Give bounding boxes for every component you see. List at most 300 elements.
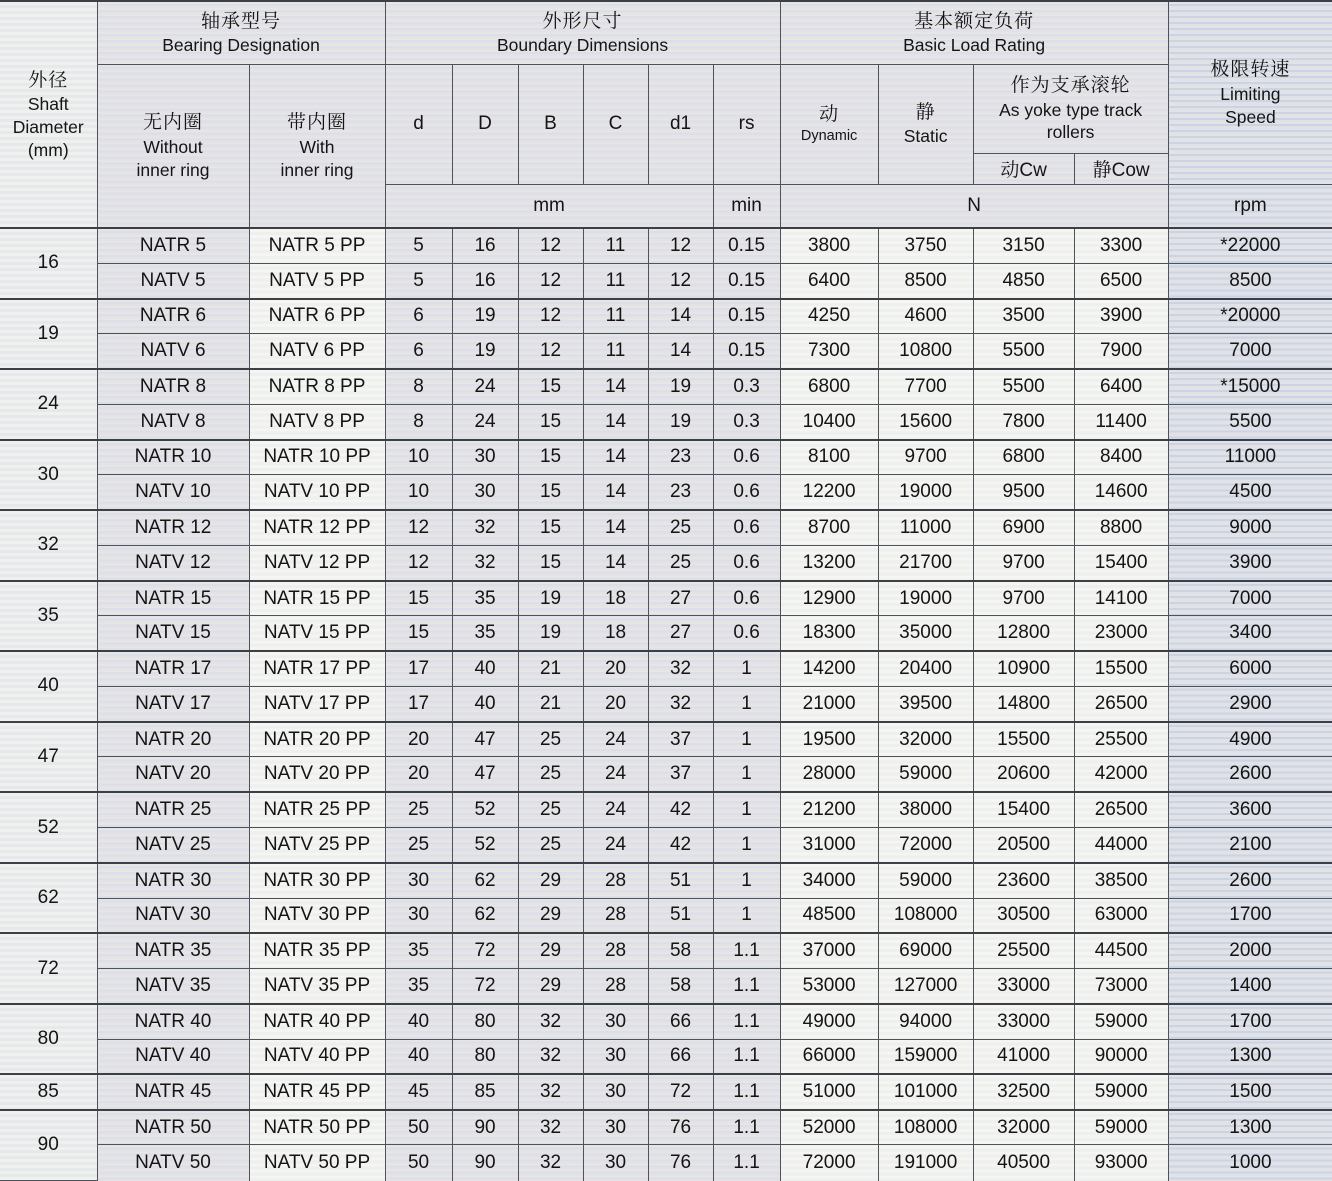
cell-shaft-diameter: 30 bbox=[0, 440, 97, 511]
cell-designation-without: NATV 12 bbox=[97, 545, 249, 580]
cell-dynamic: 51000 bbox=[780, 1074, 878, 1109]
cell-cw: 3500 bbox=[973, 299, 1074, 334]
table-row bbox=[0, 334, 1332, 369]
cell-static: 11000 bbox=[878, 510, 973, 545]
cell-C: 14 bbox=[583, 369, 648, 404]
cell-dynamic: 48500 bbox=[780, 898, 878, 933]
cell-dynamic: 8700 bbox=[780, 510, 878, 545]
cell-designation-without: NATR 45 bbox=[97, 1074, 249, 1109]
cell-designation-with: NATR 10 PP bbox=[249, 440, 385, 475]
cell-d1: 32 bbox=[648, 651, 713, 686]
cell-shaft-diameter: 19 bbox=[0, 299, 97, 370]
cell-dynamic: 72000 bbox=[780, 1145, 878, 1181]
cell-static: 127000 bbox=[878, 969, 973, 1004]
cell-D: 62 bbox=[452, 898, 518, 933]
cell-dynamic: 34000 bbox=[780, 863, 878, 898]
cell-d1: 27 bbox=[648, 616, 713, 651]
cell-cw: 10900 bbox=[973, 651, 1074, 686]
cell-D: 35 bbox=[452, 616, 518, 651]
cell-C: 18 bbox=[583, 581, 648, 616]
cell-D: 85 bbox=[452, 1074, 518, 1109]
label-en: Limiting bbox=[1220, 83, 1281, 104]
cell-designation-with: NATR 5 PP bbox=[249, 228, 385, 263]
cell-rs: 0.3 bbox=[713, 369, 780, 404]
cell-D: 62 bbox=[452, 863, 518, 898]
cell-limiting-speed: 4900 bbox=[1168, 722, 1332, 757]
cell-d: 35 bbox=[385, 933, 452, 968]
cell-B: 15 bbox=[518, 369, 583, 404]
cell-C: 18 bbox=[583, 616, 648, 651]
cell-designation-without: NATV 30 bbox=[97, 898, 249, 933]
cell-shaft-diameter: 52 bbox=[0, 792, 97, 863]
cell-B: 21 bbox=[518, 651, 583, 686]
label-en: With bbox=[299, 136, 335, 157]
unit-min: min bbox=[713, 184, 780, 228]
cell-designation-with: NATR 35 PP bbox=[249, 933, 385, 968]
cell-rs: 0.3 bbox=[713, 404, 780, 439]
label-en: As yoke type track rollers bbox=[999, 99, 1143, 143]
limiting-speed-header bbox=[1168, 1, 1332, 184]
cell-cw: 23600 bbox=[973, 863, 1074, 898]
cell-cow: 3300 bbox=[1074, 228, 1168, 263]
cell-limiting-speed: 8500 bbox=[1168, 263, 1332, 298]
label-zh: 带内圈 bbox=[287, 112, 348, 134]
col-header-d1: d1 bbox=[648, 64, 713, 184]
cell-rs: 0.15 bbox=[713, 334, 780, 369]
table-row bbox=[0, 933, 1332, 968]
cell-d1: 76 bbox=[648, 1110, 713, 1145]
cell-d1: 76 bbox=[648, 1145, 713, 1181]
cell-cow: 11400 bbox=[1074, 404, 1168, 439]
cell-designation-without: NATR 8 bbox=[97, 369, 249, 404]
cell-shaft-diameter: 90 bbox=[0, 1110, 97, 1181]
cell-d1: 66 bbox=[648, 1039, 713, 1074]
cell-cow: 26500 bbox=[1074, 792, 1168, 827]
static-header bbox=[878, 64, 973, 184]
cell-limiting-speed: 1700 bbox=[1168, 1004, 1332, 1039]
cell-D: 47 bbox=[452, 757, 518, 792]
cell-D: 24 bbox=[452, 404, 518, 439]
cell-designation-with: NATV 25 PP bbox=[249, 828, 385, 863]
cell-limiting-speed: 1000 bbox=[1168, 1145, 1332, 1181]
dynamic-header bbox=[780, 64, 878, 184]
cell-cow: 44000 bbox=[1074, 828, 1168, 863]
table-row bbox=[0, 510, 1332, 545]
cell-designation-with: NATV 30 PP bbox=[249, 898, 385, 933]
cell-C: 20 bbox=[583, 686, 648, 721]
cell-cw: 41000 bbox=[973, 1039, 1074, 1074]
label-unit: (mm) bbox=[27, 139, 69, 160]
cell-d: 45 bbox=[385, 1074, 452, 1109]
label-en: Without bbox=[143, 136, 203, 157]
cell-static: 72000 bbox=[878, 828, 973, 863]
cell-B: 32 bbox=[518, 1039, 583, 1074]
cell-d1: 12 bbox=[648, 228, 713, 263]
cell-D: 30 bbox=[452, 475, 518, 510]
cell-cw: 9500 bbox=[973, 475, 1074, 510]
cell-limiting-speed: 3900 bbox=[1168, 545, 1332, 580]
cell-static: 59000 bbox=[878, 863, 973, 898]
label-zh: 极限转速 bbox=[1210, 59, 1291, 81]
cell-C: 14 bbox=[583, 545, 648, 580]
cell-D: 72 bbox=[452, 933, 518, 968]
cell-d: 12 bbox=[385, 510, 452, 545]
cell-rs: 1 bbox=[713, 757, 780, 792]
cell-designation-without: NATR 30 bbox=[97, 863, 249, 898]
cell-C: 30 bbox=[583, 1110, 648, 1145]
boundary-dimensions-header bbox=[385, 1, 780, 64]
cell-designation-without: NATV 5 bbox=[97, 263, 249, 298]
cell-C: 30 bbox=[583, 1039, 648, 1074]
cell-designation-without: NATV 50 bbox=[97, 1145, 249, 1181]
cell-B: 19 bbox=[518, 581, 583, 616]
table-row bbox=[0, 475, 1332, 510]
cell-cow: 38500 bbox=[1074, 863, 1168, 898]
cell-d: 10 bbox=[385, 475, 452, 510]
cell-B: 32 bbox=[518, 1110, 583, 1145]
cell-cow: 14100 bbox=[1074, 581, 1168, 616]
cell-rs: 1 bbox=[713, 863, 780, 898]
table-row bbox=[0, 1074, 1332, 1109]
cell-static: 19000 bbox=[878, 581, 973, 616]
label-en: Diameter bbox=[12, 116, 84, 137]
cell-designation-with: NATV 12 PP bbox=[249, 545, 385, 580]
col-header-d: d bbox=[385, 64, 452, 184]
cell-dynamic: 6400 bbox=[780, 263, 878, 298]
cell-B: 25 bbox=[518, 792, 583, 827]
cell-shaft-diameter: 40 bbox=[0, 651, 97, 722]
cell-designation-without: NATV 6 bbox=[97, 334, 249, 369]
label-en: Dynamic bbox=[800, 128, 858, 145]
cell-dynamic: 8100 bbox=[780, 440, 878, 475]
cell-designation-with: NATR 45 PP bbox=[249, 1074, 385, 1109]
cell-D: 40 bbox=[452, 651, 518, 686]
cell-static: 38000 bbox=[878, 792, 973, 827]
cow-header: 静Cow bbox=[1074, 153, 1168, 184]
cell-D: 32 bbox=[452, 545, 518, 580]
cell-cw: 5500 bbox=[973, 369, 1074, 404]
cell-dynamic: 18300 bbox=[780, 616, 878, 651]
cell-cow: 25500 bbox=[1074, 722, 1168, 757]
cell-designation-without: NATV 40 bbox=[97, 1039, 249, 1074]
cell-d: 40 bbox=[385, 1039, 452, 1074]
cell-rs: 0.6 bbox=[713, 581, 780, 616]
cell-cw: 40500 bbox=[973, 1145, 1074, 1181]
table-row bbox=[0, 1039, 1332, 1074]
table-row bbox=[0, 616, 1332, 651]
cell-designation-without: NATR 40 bbox=[97, 1004, 249, 1039]
cell-B: 15 bbox=[518, 404, 583, 439]
cell-limiting-speed: 3600 bbox=[1168, 792, 1332, 827]
cell-cw: 15500 bbox=[973, 722, 1074, 757]
cell-d: 40 bbox=[385, 1004, 452, 1039]
cell-C: 11 bbox=[583, 263, 648, 298]
table-row bbox=[0, 1004, 1332, 1039]
cell-d: 5 bbox=[385, 263, 452, 298]
cell-designation-without: NATV 10 bbox=[97, 475, 249, 510]
cell-rs: 1.1 bbox=[713, 1145, 780, 1181]
cell-cw: 14800 bbox=[973, 686, 1074, 721]
cell-d: 25 bbox=[385, 828, 452, 863]
cell-cw: 25500 bbox=[973, 933, 1074, 968]
cell-d1: 37 bbox=[648, 722, 713, 757]
cell-D: 90 bbox=[452, 1110, 518, 1145]
table-row bbox=[0, 792, 1332, 827]
cell-d1: 42 bbox=[648, 828, 713, 863]
cell-dynamic: 3800 bbox=[780, 228, 878, 263]
cell-limiting-speed: 7000 bbox=[1168, 334, 1332, 369]
cell-cow: 73000 bbox=[1074, 969, 1168, 1004]
cell-designation-with: NATV 20 PP bbox=[249, 757, 385, 792]
table-row bbox=[0, 863, 1332, 898]
cell-d1: 14 bbox=[648, 299, 713, 334]
cell-dynamic: 37000 bbox=[780, 933, 878, 968]
cell-dynamic: 53000 bbox=[780, 969, 878, 1004]
table-row bbox=[0, 440, 1332, 475]
cell-C: 11 bbox=[583, 228, 648, 263]
cell-C: 24 bbox=[583, 792, 648, 827]
cell-designation-without: NATR 35 bbox=[97, 933, 249, 968]
table-row bbox=[0, 686, 1332, 721]
cell-d1: 42 bbox=[648, 792, 713, 827]
cell-dynamic: 21200 bbox=[780, 792, 878, 827]
cell-C: 11 bbox=[583, 334, 648, 369]
cell-cow: 8400 bbox=[1074, 440, 1168, 475]
cell-shaft-diameter: 80 bbox=[0, 1004, 97, 1075]
with-inner-ring-header bbox=[249, 64, 385, 228]
cell-C: 30 bbox=[583, 1074, 648, 1109]
cell-C: 14 bbox=[583, 404, 648, 439]
cell-static: 108000 bbox=[878, 1110, 973, 1145]
cell-d: 25 bbox=[385, 792, 452, 827]
cell-dynamic: 28000 bbox=[780, 757, 878, 792]
cell-D: 80 bbox=[452, 1039, 518, 1074]
cell-B: 15 bbox=[518, 475, 583, 510]
cell-B: 32 bbox=[518, 1004, 583, 1039]
unit-n: N bbox=[780, 184, 1168, 228]
table-row bbox=[0, 651, 1332, 686]
cell-C: 28 bbox=[583, 933, 648, 968]
cell-B: 29 bbox=[518, 898, 583, 933]
without-inner-ring-header bbox=[97, 64, 249, 228]
cell-limiting-speed: 11000 bbox=[1168, 440, 1332, 475]
label-en: Shaft bbox=[27, 94, 69, 115]
cell-d: 35 bbox=[385, 969, 452, 1004]
table-row bbox=[0, 263, 1332, 298]
cell-designation-with: NATR 8 PP bbox=[249, 369, 385, 404]
cell-cow: 59000 bbox=[1074, 1110, 1168, 1145]
cell-static: 10800 bbox=[878, 334, 973, 369]
cell-designation-without: NATR 5 bbox=[97, 228, 249, 263]
cell-dynamic: 4250 bbox=[780, 299, 878, 334]
cell-static: 108000 bbox=[878, 898, 973, 933]
label-en: Static bbox=[903, 126, 948, 147]
cell-D: 90 bbox=[452, 1145, 518, 1181]
label-zh: 作为支承滚轮 bbox=[1010, 74, 1131, 96]
cell-B: 12 bbox=[518, 263, 583, 298]
cell-D: 80 bbox=[452, 1004, 518, 1039]
cell-B: 12 bbox=[518, 334, 583, 369]
col-header-C: C bbox=[583, 64, 648, 184]
cell-d1: 66 bbox=[648, 1004, 713, 1039]
cell-designation-with: NATV 10 PP bbox=[249, 475, 385, 510]
cell-cw: 12800 bbox=[973, 616, 1074, 651]
cell-shaft-diameter: 32 bbox=[0, 510, 97, 581]
label-en: inner ring bbox=[280, 159, 354, 180]
cell-D: 52 bbox=[452, 792, 518, 827]
cell-cow: 8800 bbox=[1074, 510, 1168, 545]
cell-rs: 1 bbox=[713, 828, 780, 863]
cell-dynamic: 31000 bbox=[780, 828, 878, 863]
cell-static: 9700 bbox=[878, 440, 973, 475]
unit-mm: mm bbox=[385, 184, 713, 228]
table-row bbox=[0, 299, 1332, 334]
cell-shaft-diameter: 24 bbox=[0, 369, 97, 440]
cell-d: 6 bbox=[385, 299, 452, 334]
cell-cow: 42000 bbox=[1074, 757, 1168, 792]
cell-d1: 51 bbox=[648, 863, 713, 898]
cell-limiting-speed: 9000 bbox=[1168, 510, 1332, 545]
cell-limiting-speed: 1700 bbox=[1168, 898, 1332, 933]
cell-static: 159000 bbox=[878, 1039, 973, 1074]
cell-static: 3750 bbox=[878, 228, 973, 263]
cell-C: 24 bbox=[583, 757, 648, 792]
cell-designation-with: NATV 40 PP bbox=[249, 1039, 385, 1074]
cell-cow: 44500 bbox=[1074, 933, 1168, 968]
cell-cw: 4850 bbox=[973, 263, 1074, 298]
cell-cow: 6400 bbox=[1074, 369, 1168, 404]
cell-d: 8 bbox=[385, 369, 452, 404]
cell-rs: 0.6 bbox=[713, 510, 780, 545]
cell-limiting-speed: 6000 bbox=[1168, 651, 1332, 686]
cell-cow: 14600 bbox=[1074, 475, 1168, 510]
cell-designation-with: NATV 17 PP bbox=[249, 686, 385, 721]
cell-cw: 32000 bbox=[973, 1110, 1074, 1145]
cell-shaft-diameter: 62 bbox=[0, 863, 97, 934]
cell-shaft-diameter: 72 bbox=[0, 933, 97, 1004]
cell-cw: 20500 bbox=[973, 828, 1074, 863]
cell-d: 17 bbox=[385, 651, 452, 686]
unit-rpm: rpm bbox=[1168, 184, 1332, 228]
cell-D: 72 bbox=[452, 969, 518, 1004]
cell-B: 12 bbox=[518, 299, 583, 334]
cell-designation-without: NATR 17 bbox=[97, 651, 249, 686]
table-row bbox=[0, 545, 1332, 580]
cell-d1: 32 bbox=[648, 686, 713, 721]
cell-B: 32 bbox=[518, 1145, 583, 1181]
cell-C: 28 bbox=[583, 898, 648, 933]
cell-d: 12 bbox=[385, 545, 452, 580]
cell-D: 19 bbox=[452, 334, 518, 369]
cell-designation-without: NATR 12 bbox=[97, 510, 249, 545]
label-zh: 静 bbox=[915, 101, 936, 123]
cell-dynamic: 19500 bbox=[780, 722, 878, 757]
cell-C: 24 bbox=[583, 828, 648, 863]
cell-designation-with: NATR 12 PP bbox=[249, 510, 385, 545]
cell-rs: 1.1 bbox=[713, 1074, 780, 1109]
cell-rs: 1 bbox=[713, 722, 780, 757]
cell-designation-with: NATR 20 PP bbox=[249, 722, 385, 757]
cell-d: 20 bbox=[385, 757, 452, 792]
cell-rs: 1 bbox=[713, 898, 780, 933]
cell-d1: 25 bbox=[648, 545, 713, 580]
cell-limiting-speed: *20000 bbox=[1168, 299, 1332, 334]
cell-D: 52 bbox=[452, 828, 518, 863]
cell-designation-without: NATV 8 bbox=[97, 404, 249, 439]
cell-dynamic: 14200 bbox=[780, 651, 878, 686]
cell-D: 24 bbox=[452, 369, 518, 404]
label-zh: 动 bbox=[819, 103, 840, 125]
cell-B: 12 bbox=[518, 228, 583, 263]
cell-C: 20 bbox=[583, 651, 648, 686]
cell-d1: 72 bbox=[648, 1074, 713, 1109]
cell-cw: 15400 bbox=[973, 792, 1074, 827]
cell-B: 15 bbox=[518, 440, 583, 475]
cell-cw: 6900 bbox=[973, 510, 1074, 545]
cell-designation-without: NATR 25 bbox=[97, 792, 249, 827]
cell-dynamic: 49000 bbox=[780, 1004, 878, 1039]
cell-cow: 15400 bbox=[1074, 545, 1168, 580]
cell-cw: 6800 bbox=[973, 440, 1074, 475]
cell-limiting-speed: 7000 bbox=[1168, 581, 1332, 616]
cell-cw: 32500 bbox=[973, 1074, 1074, 1109]
cell-cow: 59000 bbox=[1074, 1004, 1168, 1039]
cell-d1: 12 bbox=[648, 263, 713, 298]
cell-designation-with: NATV 8 PP bbox=[249, 404, 385, 439]
cell-limiting-speed: *22000 bbox=[1168, 228, 1332, 263]
cell-dynamic: 7300 bbox=[780, 334, 878, 369]
cell-limiting-speed: 2000 bbox=[1168, 933, 1332, 968]
table-row bbox=[0, 228, 1332, 263]
cell-d1: 23 bbox=[648, 475, 713, 510]
label-zh: 外径 bbox=[28, 69, 69, 91]
cell-cw: 33000 bbox=[973, 969, 1074, 1004]
table-row bbox=[0, 1145, 1332, 1181]
cell-cow: 90000 bbox=[1074, 1039, 1168, 1074]
cell-designation-with: NATR 25 PP bbox=[249, 792, 385, 827]
cell-rs: 1 bbox=[713, 686, 780, 721]
cell-limiting-speed: 2100 bbox=[1168, 828, 1332, 863]
cell-d: 30 bbox=[385, 863, 452, 898]
cell-limiting-speed: 1300 bbox=[1168, 1039, 1332, 1074]
cell-cw: 3150 bbox=[973, 228, 1074, 263]
cell-d1: 27 bbox=[648, 581, 713, 616]
cell-cow: 6500 bbox=[1074, 263, 1168, 298]
cell-designation-without: NATR 6 bbox=[97, 299, 249, 334]
cell-d1: 51 bbox=[648, 898, 713, 933]
label-en: Basic Load Rating bbox=[903, 35, 1046, 56]
cell-dynamic: 21000 bbox=[780, 686, 878, 721]
cell-B: 21 bbox=[518, 686, 583, 721]
cell-shaft-diameter: 16 bbox=[0, 228, 97, 299]
cell-d1: 23 bbox=[648, 440, 713, 475]
cell-B: 19 bbox=[518, 616, 583, 651]
cell-dynamic: 66000 bbox=[780, 1039, 878, 1074]
cell-d: 50 bbox=[385, 1110, 452, 1145]
cell-D: 40 bbox=[452, 686, 518, 721]
cell-C: 14 bbox=[583, 440, 648, 475]
cell-shaft-diameter: 35 bbox=[0, 581, 97, 652]
cell-designation-without: NATV 17 bbox=[97, 686, 249, 721]
bearing-designation-header bbox=[97, 1, 385, 64]
cell-d: 15 bbox=[385, 616, 452, 651]
cell-d1: 58 bbox=[648, 933, 713, 968]
cell-C: 14 bbox=[583, 475, 648, 510]
cell-D: 32 bbox=[452, 510, 518, 545]
cell-limiting-speed: 5500 bbox=[1168, 404, 1332, 439]
label-zh: 轴承型号 bbox=[201, 10, 282, 32]
cell-cow: 26500 bbox=[1074, 686, 1168, 721]
